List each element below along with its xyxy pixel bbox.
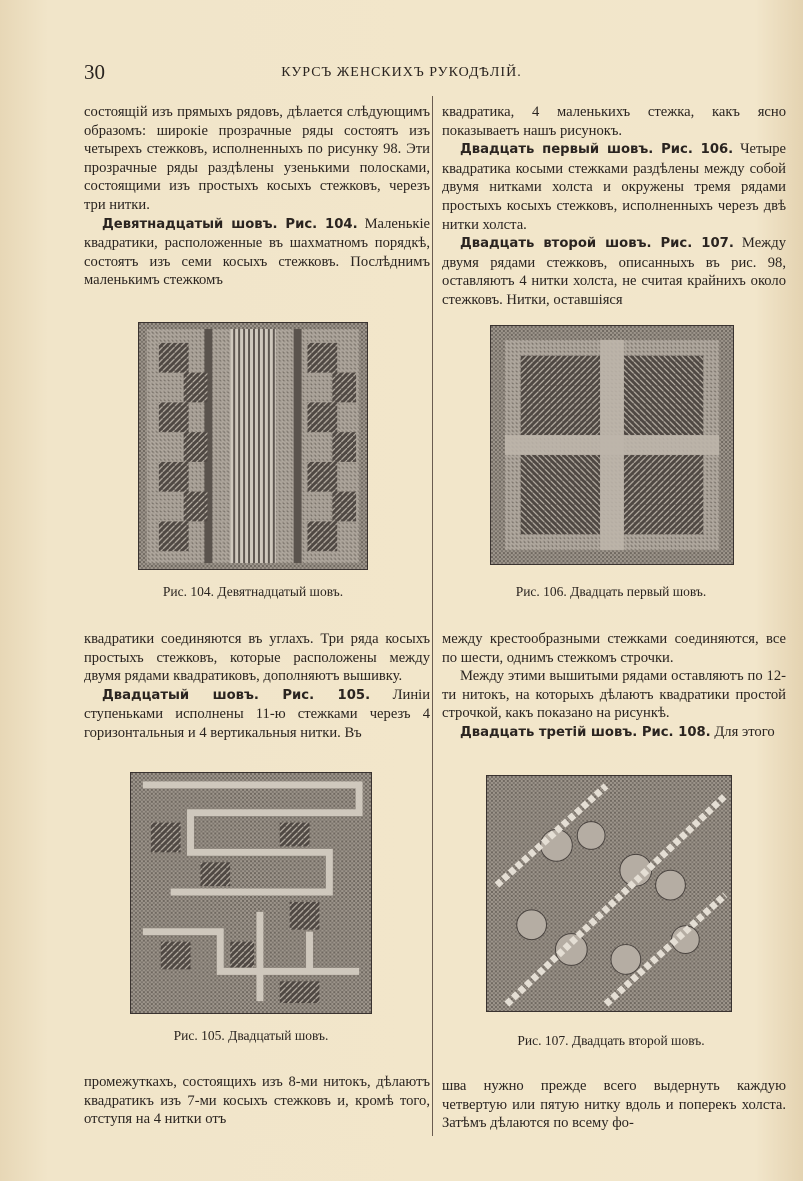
caption-fig-107: Рис. 107. Двадцать второй шовъ. <box>517 1033 705 1048</box>
text-stitch-20: Линіи ступеньками исполнены 11-ю стежками черезъ 4 горизонтальныя и 4 вертикальныя нитки. Въ <box>84 686 431 741</box>
caption-fig-106: Рис. 106. Двадцать первый шовъ. <box>515 584 707 599</box>
column-divider <box>432 96 433 1136</box>
paragraph-stitch-20 <box>84 686 430 743</box>
figure-104-image <box>138 322 368 570</box>
paragraph-continuation-22: между крестообразными стежками соединяются, все по шести, однимъ стежкомъ строчки. <box>442 631 786 666</box>
paragraph-stitch-21 <box>442 140 786 234</box>
figure-105-image <box>130 772 372 1014</box>
paragraph-stitch-19 <box>84 215 430 290</box>
right-column-bottom <box>442 1077 786 1133</box>
page-number: 30 <box>84 60 105 84</box>
text-stitch-19: Маленькіе квадратики, расположенные въ шахматномъ порядкѣ, состоятъ изъ семи косыхъ стежковъ. Послѣднимъ маленькимъ стежкомъ <box>84 215 430 289</box>
heading-stitch-21: Двадцать первый шовъ. Рис. 106. <box>460 142 734 158</box>
text-stitch-23: Для этого <box>710 723 775 740</box>
figure-106-image <box>490 325 734 565</box>
paragraph-continuation-23: шва нужно прежде всего выдернуть каждую четвертую или пятую нитку вдоль и поперекъ холста. Затѣмъ дѣлаются по всему фо- <box>442 1078 786 1132</box>
running-title: КУРСЪ ЖЕНСКИХЪ РУКОДѢЛІЙ. <box>281 65 522 80</box>
figure-107-image <box>486 775 732 1012</box>
caption-fig-104: Рис. 104. Девятнадцатый шовъ. <box>162 584 344 599</box>
paragraph-continuation-20: промежуткахъ, состоящихъ изъ 8-ми нитокъ, дѣлаютъ квадратикъ изъ 7-ми косыхъ стежковъ и, кромѣ того, отступя на 4 нитки отъ <box>84 1074 430 1128</box>
right-column-top <box>442 103 786 310</box>
paragraph-stitch-23 <box>442 723 786 743</box>
left-column-top <box>84 103 430 290</box>
heading-stitch-23: Двадцать третій шовъ. Рис. 108. <box>460 724 711 740</box>
heading-stitch-20: Двадцатый шовъ. Рис. 105. <box>102 687 371 703</box>
text-stitch-21: Четыре квадратика косыми стежками раздѣлены между собой двумя нитками холста и окружены тремя рядами простыхъ косыхъ стежковъ, исполненныхъ черезъ двѣ нитки холста. <box>442 141 786 233</box>
heading-stitch-22: Двадцать второй шовъ. Рис. 107. <box>460 236 734 252</box>
left-column-bottom <box>84 1073 430 1129</box>
text-stitch-22: Между двумя рядами стежковъ, описанныхъ въ рис. 98, оставляютъ 4 нитки холста, не считая крайнихъ около стежковъ. Нитки, оставшіяся <box>442 235 786 308</box>
paragraph-continuation-right: квадратика, 4 маленькихъ стежка, какъ ясно показываетъ нашъ рисунокъ. <box>442 104 786 139</box>
left-column-middle <box>84 630 430 743</box>
caption-fig-105: Рис. 105. Двадцатый шовъ. <box>173 1028 329 1043</box>
paragraph-stitch-22 <box>442 234 786 309</box>
paragraph-continuation: состоящій изъ прямыхъ рядовъ, дѣлается слѣдующимъ образомъ: широкіе прозрачные ряды состоятъ изъ четырехъ стежковъ, исполненныхъ по рисунку 98. Эти прозрачные ряды раздѣлены узенькими полосками, состоящими изъ простыхъ косыхъ стежковъ, черезъ три нитки. <box>84 104 430 213</box>
paragraph-stitch-22-b: Между этими вышитыми рядами оставляютъ по 12-ти нитокъ, на которыхъ дѣлаютъ квадратики простой строчкой, какъ показано на рисункѣ. <box>442 668 786 722</box>
paragraph-continuation-19: квадратики соединяются въ углахъ. Три ряда косыхъ простыхъ стежковъ, которые расположены между двумя рядами квадратиковъ, дополняютъ вышивку. <box>84 631 430 685</box>
heading-stitch-19: Девятнадцатый шовъ. Рис. 104. <box>102 216 358 232</box>
right-column-middle <box>442 630 786 743</box>
